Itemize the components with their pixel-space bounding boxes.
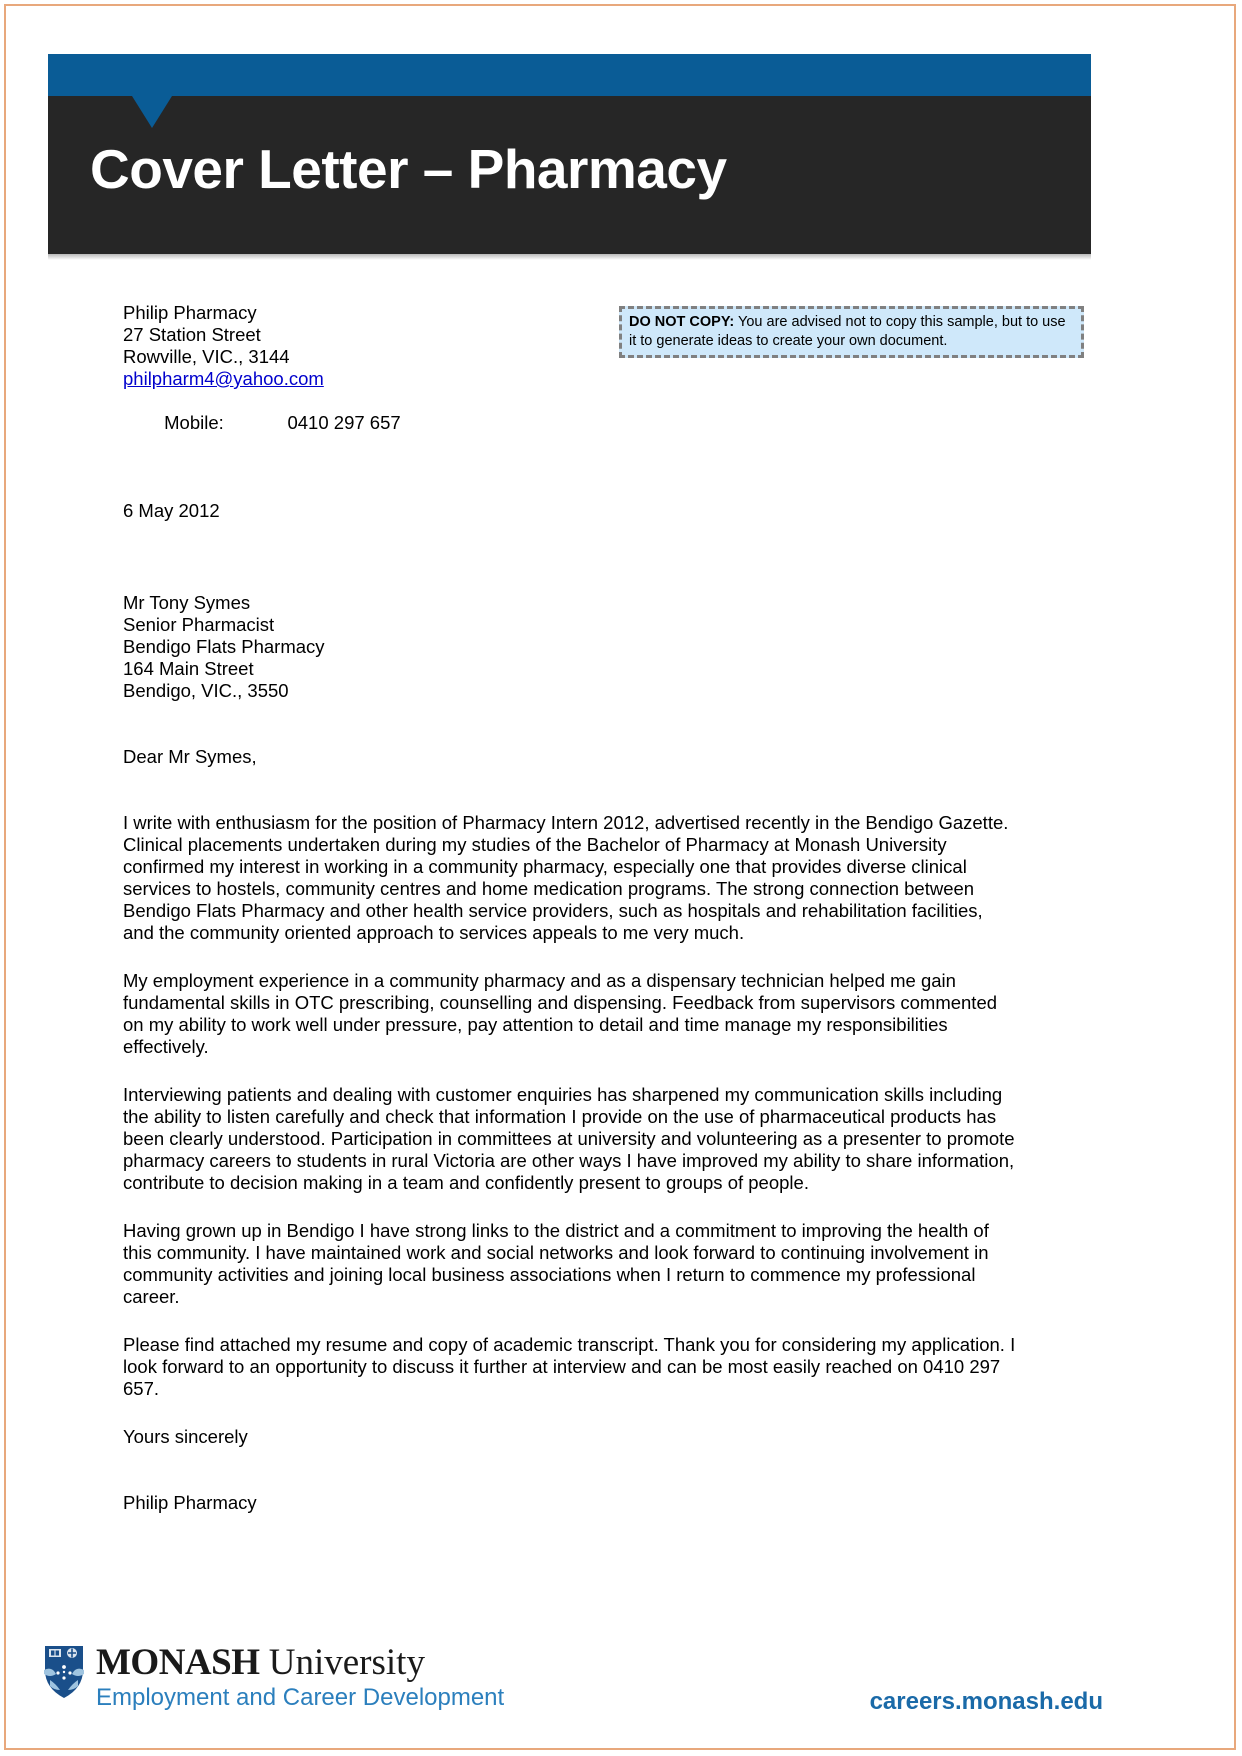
monash-logo <box>42 1644 504 1710</box>
recipient-job-title: Senior Pharmacist <box>123 614 275 635</box>
document-footer <box>6 1626 1238 1746</box>
salutation: Dear Mr Symes, <box>123 746 257 767</box>
page-title: Cover Letter – Pharmacy <box>90 138 727 200</box>
letter-date: 6 May 2012 <box>123 500 220 521</box>
sender-street: 27 Station Street <box>123 324 261 345</box>
notice-label: DO NOT COPY: <box>629 314 735 330</box>
notice-text: You are advised not to copy this sample, but to use it to generate ideas to create your own document. <box>629 314 1066 349</box>
sender-city-state-postcode: Rowville, VIC., 3144 <box>123 346 290 367</box>
recipient-organisation: Bendigo Flats Pharmacy <box>123 636 325 657</box>
sender-mobile-number: 0410 297 657 <box>287 412 401 433</box>
sign-off: Yours sincerely <box>123 1426 248 1447</box>
sender-name: Philip Pharmacy <box>123 302 257 323</box>
sender-email-link[interactable]: philpharm4@yahoo.com <box>123 368 324 389</box>
signature-name: Philip Pharmacy <box>123 1492 257 1513</box>
sender-address-block <box>123 302 1018 456</box>
page-inner <box>6 6 1238 1752</box>
recipient-address-block <box>123 592 1018 702</box>
header-notch-triangle-icon <box>132 96 172 128</box>
document-header-banner <box>48 54 1091 254</box>
recipient-street: 164 Main Street <box>123 658 254 679</box>
header-drop-shadow <box>48 254 1091 260</box>
body-paragraph-2: My employment experience in a community pharmacy and as a dispensary technician helped me gain fundamental skills in OTC prescribing, counselling and dispensing. Feedback from supervisors commented on my ability to work well under pressure, pay attention to detail and time manage my responsibilities effectively. <box>123 970 998 1057</box>
monash-wordmark: MONASH <box>96 1642 260 1683</box>
letter-body <box>123 302 1018 1514</box>
header-blue-bar <box>48 54 1091 96</box>
page-frame <box>4 4 1236 1750</box>
body-paragraph-3: Interviewing patients and dealing with customer enquiries has sharpened my communication skills including the ability to listen carefully and check that information I provide on the use of pharmaceutical products has been clearly understood. Participation in committees at university and volunteering as a presenter to promote pharmacy careers to students in rural Victoria are other ways I have improved my ability to share information, contribute to decision making in a team and confidently present to groups of people. <box>123 1084 1015 1193</box>
careers-url[interactable]: careers.monash.edu <box>869 1688 1103 1715</box>
monash-crest-icon <box>42 1644 86 1700</box>
recipient-city-state-postcode: Bendigo, VIC., 3550 <box>123 680 289 701</box>
university-wordmark: University <box>259 1642 425 1683</box>
body-paragraph-4: Having grown up in Bendigo I have strong links to the district and a commitment to improving the health of this community. I have maintained work and social networks and look forward to continuing involvement in community activities and joining local business associations when I return to commence my professional career. <box>123 1220 989 1307</box>
sender-mobile-row <box>123 390 1018 456</box>
recipient-name: Mr Tony Symes <box>123 592 251 613</box>
sender-mobile-label: Mobile: <box>164 412 224 433</box>
body-paragraph-1: I write with enthusiasm for the position of Pharmacy Intern 2012, advertised recently in the Bendigo Gazette. Clinical placements undertaken during my studies of the Bachelor of Pharmacy at Monash University confirmed my interest in working in a community pharmacy, especially one that provides diverse clinical services to hostels, community centres and home medication programs. The strong connection between Bendigo Flats Pharmacy and other health service providers, such as hospitals and rehabilitation facilities, and the community oriented approach to services appeals to me very much. <box>123 812 1009 943</box>
footer-department-name: Employment and Career Development <box>96 1684 505 1711</box>
body-paragraph-5: Please find attached my resume and copy of academic transcript. Thank you for considering my application. I look forward to an opportunity to discuss it further at interview and can be most easily reached on 0410 297 657. <box>123 1334 1016 1399</box>
